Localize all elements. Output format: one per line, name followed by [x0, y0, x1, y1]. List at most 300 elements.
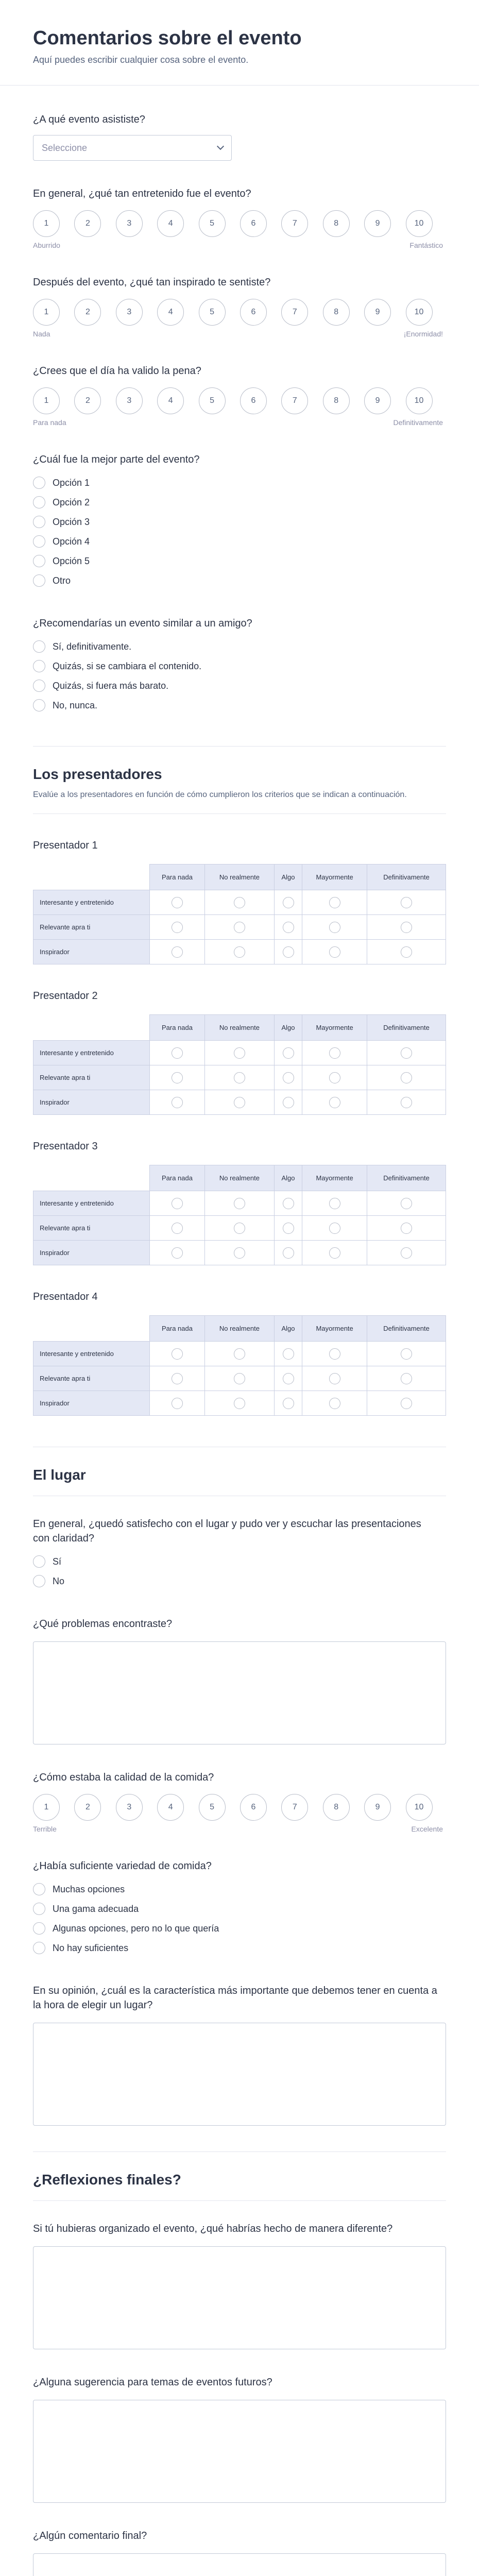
radio-circle-icon[interactable] — [33, 496, 45, 509]
radio-circle-icon[interactable] — [401, 1223, 412, 1234]
scale-low-label: Aburrido — [33, 241, 60, 249]
radio-circle-icon[interactable] — [172, 1198, 183, 1209]
matrix-cell — [204, 890, 274, 915]
radio-circle-icon[interactable] — [329, 946, 340, 958]
question-best-part — [33, 452, 446, 590]
matrix-cell — [367, 940, 446, 964]
radio-option[interactable] — [33, 1919, 446, 1938]
question-differently — [33, 2222, 446, 2349]
topics-textarea[interactable] — [33, 2400, 446, 2503]
question-label: ¿Había suficiente variedad de comida? — [33, 1860, 212, 1872]
radio-circle-icon[interactable] — [401, 1047, 412, 1059]
matrix-cell — [302, 890, 367, 915]
matrix-column-header: Mayormente — [302, 1015, 367, 1041]
rating-scale — [33, 299, 446, 326]
radio-label: Opción 1 — [53, 477, 90, 488]
matrix-title: Presentador 2 — [33, 990, 98, 1002]
radio-circle-icon[interactable] — [283, 1223, 294, 1234]
radio-circle-icon[interactable] — [33, 535, 45, 548]
radio-option[interactable] — [33, 493, 446, 512]
radio-circle-icon[interactable] — [329, 1198, 340, 1209]
radio-label: Opción 2 — [53, 497, 90, 507]
scale-high-label: ¡Enormidad! — [403, 330, 443, 338]
matrix-row-label: Inspirador — [33, 1090, 150, 1115]
matrix-column-header: Algo — [274, 865, 302, 890]
question-label: Si tú hubieras organizado el evento, ¿qué habrías hecho de manera diferente? — [33, 2223, 393, 2234]
radio-option[interactable] — [33, 532, 446, 551]
matrix-cell — [274, 1241, 302, 1265]
rating-option[interactable]: 8 — [323, 1794, 350, 1821]
matrix-column-header: No realmente — [204, 1316, 274, 1342]
matrix-column-header: No realmente — [204, 1015, 274, 1041]
rating-matrix — [33, 1165, 446, 1265]
question-satisfied — [33, 1517, 446, 1591]
matrix-cell — [274, 1391, 302, 1416]
radio-circle-icon[interactable] — [283, 1373, 294, 1384]
matrix-cell — [274, 1366, 302, 1391]
radio-label: Quizás, si fuera más barato. — [53, 680, 169, 691]
question-label: En general, ¿quedó satisfecho con el lugar y pudo ver y escuchar las presentaciones con claridad? — [33, 1518, 421, 1544]
matrix-cell — [274, 890, 302, 915]
matrix-cell — [150, 890, 205, 915]
question-food-quality — [33, 1770, 446, 1833]
radio-label: Opción 3 — [53, 516, 90, 527]
scale-ends — [33, 418, 443, 427]
question-label: ¿Cuál fue la mejor parte del evento? — [33, 454, 200, 465]
radio-circle-icon[interactable] — [172, 1072, 183, 1083]
matrix-column-header: Para nada — [150, 1165, 205, 1191]
radio-circle-icon[interactable] — [234, 1198, 245, 1209]
radio-option[interactable] — [33, 656, 446, 676]
radio-circle-icon[interactable] — [234, 946, 245, 958]
matrix-cell — [204, 1391, 274, 1416]
radio-circle-icon[interactable] — [172, 897, 183, 908]
matrix-column-header: No realmente — [204, 1165, 274, 1191]
matrix-row-label: Interesante y entretenido — [33, 1342, 150, 1366]
form-title: Comentarios sobre el evento — [33, 27, 302, 49]
rating-option[interactable]: 7 — [281, 299, 308, 326]
section-title: ¿Reflexiones finales? — [33, 2172, 181, 2188]
radio-circle-icon[interactable] — [172, 1348, 183, 1360]
matrix-title: Presentador 4 — [33, 1291, 98, 1302]
radio-circle-icon[interactable] — [283, 897, 294, 908]
scale-low-label: Nada — [33, 330, 50, 338]
matrix-cell — [204, 1191, 274, 1216]
rating-option[interactable]: 6 — [240, 299, 267, 326]
rating-option[interactable]: 3 — [116, 387, 143, 414]
radio-circle-icon[interactable] — [283, 1072, 294, 1083]
section-title: Los presentadores — [33, 766, 162, 782]
matrix-cell — [302, 1090, 367, 1115]
question-label: ¿Recomendarías un evento similar a un amigo? — [33, 618, 252, 629]
question-label: ¿A qué evento asististe? — [33, 114, 145, 125]
final-comment-textarea[interactable] — [33, 2553, 446, 2576]
radio-circle-icon[interactable] — [172, 922, 183, 933]
radio-label: Quizás, si se cambiara el contenido. — [53, 660, 202, 671]
matrix-cell — [302, 1342, 367, 1366]
radio-circle-icon[interactable] — [283, 1047, 294, 1059]
matrix-row-label: Inspirador — [33, 1391, 150, 1416]
radio-circle-icon[interactable] — [283, 946, 294, 958]
radio-circle-icon[interactable] — [234, 1072, 245, 1083]
radio-option[interactable] — [33, 676, 446, 696]
presenter-matrix — [33, 840, 446, 964]
matrix-cell — [367, 1241, 446, 1265]
radio-label: Muchas opciones — [53, 1884, 125, 1894]
matrix-cell — [302, 915, 367, 940]
matrix-cell — [302, 1216, 367, 1241]
scale-ends — [33, 330, 443, 338]
form-content — [0, 112, 479, 2576]
radio-circle-icon[interactable] — [283, 1398, 294, 1409]
rating-option[interactable]: 10 — [406, 1794, 433, 1821]
radio-label: Una gama adecuada — [53, 1903, 139, 1914]
radio-circle-icon[interactable] — [172, 1223, 183, 1234]
radio-circle-icon[interactable] — [33, 699, 45, 711]
matrix-column-header: Para nada — [150, 865, 205, 890]
rating-option[interactable]: 9 — [364, 210, 391, 237]
radio-circle-icon[interactable] — [283, 1247, 294, 1259]
presenter-matrices — [33, 840, 446, 1416]
matrix-row-label: Relevante apra ti — [33, 1366, 150, 1391]
radio-label: No — [53, 1575, 65, 1586]
question-recommend — [33, 616, 446, 715]
radio-circle-icon[interactable] — [401, 1072, 412, 1083]
scale-high-label: Fantástico — [409, 241, 443, 249]
matrix-row-label: Relevante apra ti — [33, 1216, 150, 1241]
question-worth — [33, 364, 446, 427]
radio-circle-icon[interactable] — [33, 1942, 45, 1954]
radio-group — [33, 1879, 446, 1958]
scale-high-label: Definitivamente — [393, 418, 443, 427]
radio-label: Algunas opciones, pero no lo que quería — [53, 1923, 219, 1934]
radio-circle-icon[interactable] — [33, 555, 45, 567]
matrix-cell — [150, 1391, 205, 1416]
radio-option[interactable] — [33, 1899, 446, 1919]
question-label: En general, ¿qué tan entretenido fue el evento? — [33, 188, 251, 199]
scale-ends — [33, 241, 443, 249]
radio-option[interactable] — [33, 1938, 446, 1958]
radio-option[interactable] — [33, 551, 446, 571]
matrix-column-header: Mayormente — [302, 865, 367, 890]
radio-option[interactable] — [33, 512, 446, 532]
matrix-cell — [150, 940, 205, 964]
rating-option[interactable]: 5 — [199, 210, 226, 237]
problems-textarea[interactable] — [33, 1641, 446, 1744]
radio-circle-icon[interactable] — [33, 574, 45, 587]
rating-option[interactable]: 1 — [33, 299, 60, 326]
matrix-cell — [367, 1216, 446, 1241]
matrix-row-label: Interesante y entretenido — [33, 890, 150, 915]
rating-option[interactable]: 2 — [74, 387, 101, 414]
radio-option[interactable] — [33, 1571, 446, 1591]
section-title: El lugar — [33, 1467, 86, 1483]
matrix-cell — [204, 1090, 274, 1115]
matrix-column-header: Para nada — [150, 1316, 205, 1342]
matrix-cell — [302, 1391, 367, 1416]
question-label: ¿Cómo estaba la calidad de la comida? — [33, 1772, 214, 1783]
rating-option[interactable]: 6 — [240, 387, 267, 414]
radio-circle-icon[interactable] — [401, 1247, 412, 1259]
radio-circle-icon[interactable] — [329, 1097, 340, 1108]
radio-option[interactable] — [33, 696, 446, 715]
rating-option[interactable]: 10 — [406, 299, 433, 326]
matrix-cell — [274, 940, 302, 964]
rating-option[interactable]: 2 — [74, 210, 101, 237]
matrix-cell — [367, 915, 446, 940]
matrix-cell — [274, 1065, 302, 1090]
rating-option[interactable]: 8 — [323, 210, 350, 237]
rating-option[interactable]: 6 — [240, 210, 267, 237]
radio-circle-icon[interactable] — [401, 1373, 412, 1384]
matrix-column-header: No realmente — [204, 865, 274, 890]
matrix-column-header: Mayormente — [302, 1316, 367, 1342]
radio-label: Opción 4 — [53, 536, 90, 547]
radio-circle-icon[interactable] — [401, 1097, 412, 1108]
rating-option[interactable]: 1 — [33, 387, 60, 414]
question-problems — [33, 1617, 446, 1744]
matrix-cell — [204, 940, 274, 964]
presenter-matrix — [33, 1291, 446, 1416]
divider — [33, 2200, 446, 2201]
radio-circle-icon[interactable] — [283, 1097, 294, 1108]
radio-option[interactable] — [33, 473, 446, 493]
matrix-corner — [33, 1015, 150, 1041]
radio-circle-icon[interactable] — [33, 1922, 45, 1935]
radio-circle-icon[interactable] — [329, 1398, 340, 1409]
matrix-cell — [204, 1041, 274, 1065]
radio-circle-icon[interactable] — [234, 1373, 245, 1384]
radio-group — [33, 473, 446, 590]
radio-circle-icon[interactable] — [283, 1198, 294, 1209]
rating-matrix — [33, 1014, 446, 1115]
radio-circle-icon[interactable] — [283, 1348, 294, 1360]
radio-label: Sí — [53, 1556, 62, 1567]
rating-option[interactable]: 7 — [281, 387, 308, 414]
question-label: ¿Crees que el día ha valido la pena? — [33, 365, 201, 377]
radio-circle-icon[interactable] — [172, 1398, 183, 1409]
matrix-corner — [33, 1316, 150, 1342]
rating-option[interactable]: 3 — [116, 299, 143, 326]
matrix-cell — [204, 1366, 274, 1391]
radio-circle-icon[interactable] — [33, 516, 45, 528]
rating-option[interactable]: 5 — [199, 299, 226, 326]
radio-circle-icon[interactable] — [329, 1247, 340, 1259]
matrix-cell — [150, 1342, 205, 1366]
matrix-corner — [33, 1165, 150, 1191]
matrix-cell — [150, 1090, 205, 1115]
matrix-cell — [367, 1065, 446, 1090]
matrix-cell — [367, 1391, 446, 1416]
matrix-row-label: Relevante apra ti — [33, 1065, 150, 1090]
radio-circle-icon[interactable] — [401, 1398, 412, 1409]
matrix-cell — [204, 1241, 274, 1265]
matrix-cell — [274, 1191, 302, 1216]
venue-section — [33, 1447, 446, 1496]
question-inspired — [33, 275, 446, 338]
matrix-column-header: Definitivamente — [367, 1015, 446, 1041]
matrix-cell — [150, 1191, 205, 1216]
matrix-cell — [367, 1191, 446, 1216]
rating-option[interactable]: 2 — [74, 1794, 101, 1821]
radio-label: No hay suficientes — [53, 1942, 129, 1953]
rating-option[interactable]: 5 — [199, 1794, 226, 1821]
rating-option[interactable]: 2 — [74, 299, 101, 326]
rating-scale — [33, 1794, 446, 1821]
radio-circle-icon[interactable] — [329, 1373, 340, 1384]
matrix-column-header: Algo — [274, 1316, 302, 1342]
matrix-column-header: Para nada — [150, 1015, 205, 1041]
radio-circle-icon[interactable] — [33, 680, 45, 692]
rating-option[interactable]: 5 — [199, 387, 226, 414]
radio-circle-icon[interactable] — [234, 922, 245, 933]
matrix-cell — [204, 915, 274, 940]
radio-circle-icon[interactable] — [234, 1047, 245, 1059]
matrix-cell — [204, 1065, 274, 1090]
matrix-cell — [274, 915, 302, 940]
radio-group — [33, 1552, 446, 1591]
radio-circle-icon[interactable] — [172, 1097, 183, 1108]
radio-circle-icon[interactable] — [401, 922, 412, 933]
radio-circle-icon[interactable] — [401, 1198, 412, 1209]
question-entertaining — [33, 187, 446, 249]
rating-option[interactable]: 9 — [364, 299, 391, 326]
radio-circle-icon[interactable] — [33, 1883, 45, 1895]
radio-circle-icon[interactable] — [329, 897, 340, 908]
matrix-cell — [150, 1065, 205, 1090]
radio-circle-icon[interactable] — [172, 1247, 183, 1259]
radio-circle-icon[interactable] — [234, 1398, 245, 1409]
radio-option[interactable] — [33, 1552, 446, 1571]
rating-option[interactable]: 9 — [364, 387, 391, 414]
question-label: En su opinión, ¿cuál es la característica más importante que debemos tener en cuenta a la hora de elegir un lugar? — [33, 1985, 437, 2011]
radio-circle-icon[interactable] — [329, 1223, 340, 1234]
radio-circle-icon[interactable] — [33, 640, 45, 653]
matrix-cell — [302, 1241, 367, 1265]
matrix-cell — [204, 1216, 274, 1241]
radio-option[interactable] — [33, 571, 446, 590]
rating-option[interactable]: 4 — [157, 1794, 184, 1821]
rating-option[interactable]: 7 — [281, 210, 308, 237]
radio-circle-icon[interactable] — [234, 1223, 245, 1234]
presenter-matrix — [33, 1141, 446, 1265]
rating-matrix — [33, 1315, 446, 1416]
question-label: ¿Algún comentario final? — [33, 2530, 147, 2541]
matrix-column-header: Algo — [274, 1015, 302, 1041]
radio-circle-icon[interactable] — [172, 946, 183, 958]
matrix-column-header: Definitivamente — [367, 865, 446, 890]
radio-circle-icon[interactable] — [234, 1348, 245, 1360]
rating-option[interactable]: 4 — [157, 299, 184, 326]
radio-circle-icon[interactable] — [283, 922, 294, 933]
radio-circle-icon[interactable] — [33, 660, 45, 672]
matrix-cell — [367, 1041, 446, 1065]
rating-option[interactable]: 9 — [364, 1794, 391, 1821]
radio-circle-icon[interactable] — [234, 897, 245, 908]
question-label: ¿Qué problemas encontraste? — [33, 1618, 173, 1630]
question-food-variety — [33, 1859, 446, 1958]
matrix-cell — [367, 1366, 446, 1391]
event-select[interactable] — [33, 135, 232, 161]
rating-option[interactable]: 3 — [116, 210, 143, 237]
radio-circle-icon[interactable] — [329, 1072, 340, 1083]
rating-option[interactable]: 4 — [157, 210, 184, 237]
rating-option[interactable]: 8 — [323, 299, 350, 326]
rating-option[interactable]: 1 — [33, 210, 60, 237]
final-section — [33, 2151, 446, 2201]
matrix-cell — [302, 940, 367, 964]
radio-circle-icon[interactable] — [234, 1247, 245, 1259]
radio-circle-icon[interactable] — [33, 1903, 45, 1915]
matrix-title: Presentador 3 — [33, 1141, 98, 1152]
scale-low-label: Terrible — [33, 1825, 57, 1833]
radio-circle-icon[interactable] — [401, 946, 412, 958]
radio-option[interactable] — [33, 1879, 446, 1899]
radio-circle-icon[interactable] — [33, 1555, 45, 1568]
radio-circle-icon[interactable] — [401, 897, 412, 908]
radio-circle-icon[interactable] — [329, 1047, 340, 1059]
matrix-row-label: Interesante y entretenido — [33, 1191, 150, 1216]
select-value: Seleccione — [42, 142, 88, 153]
radio-label: Sí, definitivamente. — [53, 641, 132, 652]
scale-low-label: Para nada — [33, 418, 66, 427]
matrix-row-label: Relevante apra ti — [33, 915, 150, 940]
radio-label: No, nunca. — [53, 700, 98, 710]
radio-circle-icon[interactable] — [172, 1373, 183, 1384]
question-label: Después del evento, ¿qué tan inspirado te sentiste? — [33, 277, 271, 288]
chevron-down-icon — [217, 143, 224, 150]
rating-option[interactable]: 6 — [240, 1794, 267, 1821]
matrix-column-header: Mayormente — [302, 1165, 367, 1191]
radio-circle-icon[interactable] — [234, 1097, 245, 1108]
matrix-column-header: Definitivamente — [367, 1316, 446, 1342]
question-label: ¿Alguna sugerencia para temas de eventos futuros? — [33, 2377, 272, 2388]
question-final-comment — [33, 2529, 446, 2576]
matrix-cell — [367, 890, 446, 915]
radio-option[interactable] — [33, 637, 446, 656]
radio-circle-icon[interactable] — [172, 1047, 183, 1059]
rating-option[interactable]: 4 — [157, 387, 184, 414]
rating-option[interactable]: 7 — [281, 1794, 308, 1821]
venue-feature-textarea[interactable] — [33, 2023, 446, 2126]
radio-circle-icon[interactable] — [33, 477, 45, 489]
rating-option[interactable]: 10 — [406, 210, 433, 237]
radio-group — [33, 637, 446, 715]
matrix-cell — [302, 1366, 367, 1391]
rating-option[interactable]: 10 — [406, 387, 433, 414]
radio-circle-icon[interactable] — [401, 1348, 412, 1360]
matrix-corner — [33, 865, 150, 890]
rating-scale — [33, 387, 446, 414]
rating-option[interactable]: 1 — [33, 1794, 60, 1821]
radio-circle-icon[interactable] — [329, 1348, 340, 1360]
radio-circle-icon[interactable] — [329, 922, 340, 933]
differently-textarea[interactable] — [33, 2246, 446, 2349]
matrix-cell — [367, 1090, 446, 1115]
radio-label: Otro — [53, 575, 71, 586]
radio-circle-icon[interactable] — [33, 1575, 45, 1587]
question-venue-feature — [33, 1984, 446, 2126]
matrix-cell — [150, 1216, 205, 1241]
matrix-row-label: Inspirador — [33, 1241, 150, 1265]
radio-label: Opción 5 — [53, 555, 90, 566]
rating-option[interactable]: 8 — [323, 387, 350, 414]
question-topics — [33, 2375, 446, 2503]
rating-option[interactable]: 3 — [116, 1794, 143, 1821]
matrix-cell — [367, 1342, 446, 1366]
rating-scale — [33, 210, 446, 237]
matrix-cell — [274, 1216, 302, 1241]
